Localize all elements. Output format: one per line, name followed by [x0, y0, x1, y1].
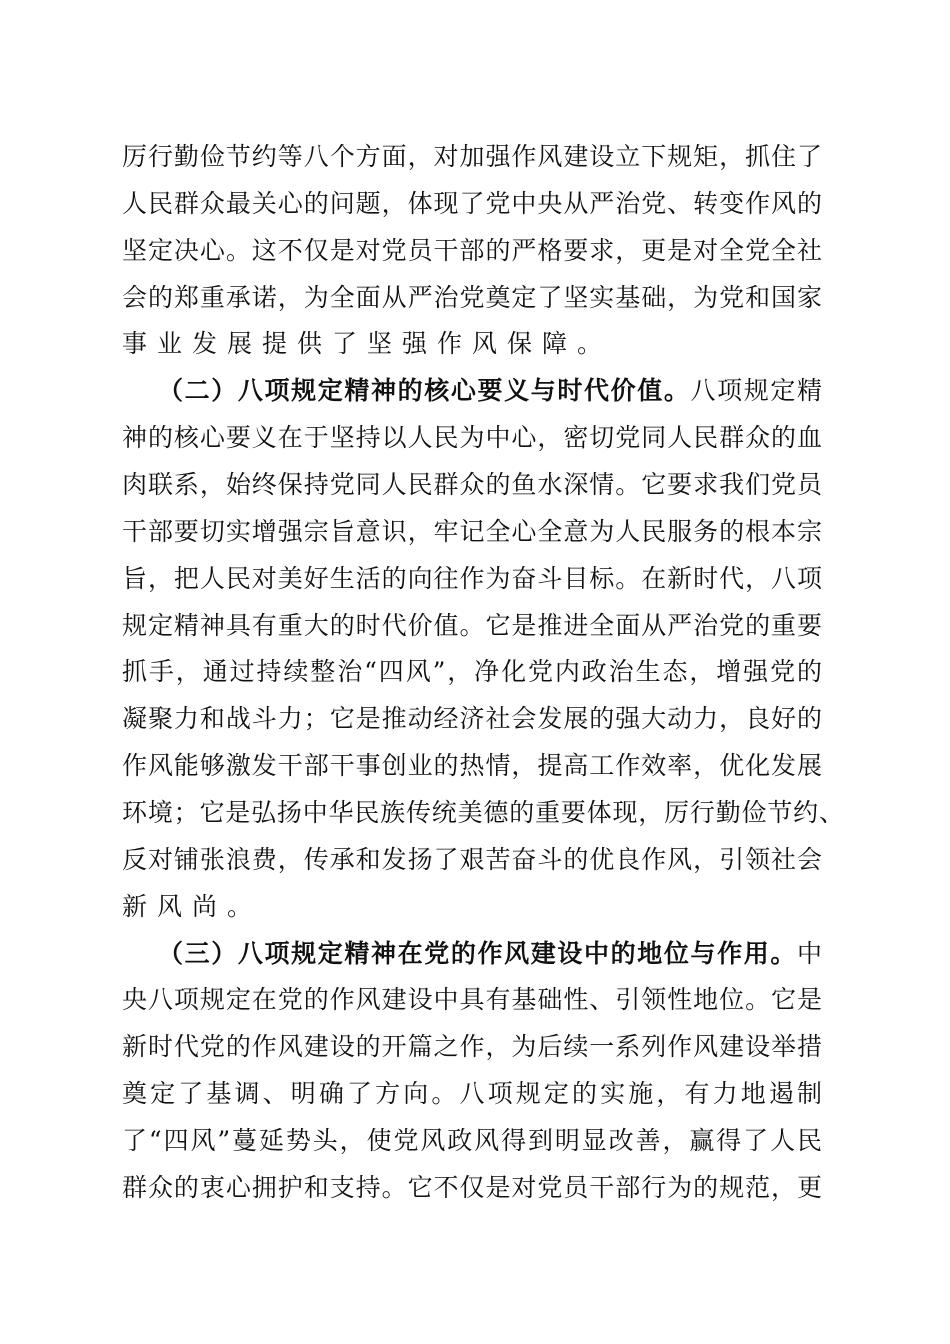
section-heading: （三）八项规定精神在党的作风建设中的地位与作用。: [158, 938, 797, 968]
text-line: 肉联系，始终保持党同人民群众的鱼水深情。它要求我们党员: [122, 470, 822, 500]
text-line: 干部要切实增强宗旨意识，牢记全心全意为人民服务的根本宗: [122, 516, 822, 546]
text-line: 神的核心要义在于坚持以人民为中心，密切党同人民群众的血: [122, 423, 822, 453]
text-line: 群众的衷心拥护和支持。它不仅是对党员干部行为的规范，更: [122, 1172, 822, 1202]
text-line: 了“四风”蔓延势头，使党风政风得到明显改善，赢得了人民: [122, 1126, 822, 1156]
text-line: [122, 931, 822, 978]
text-line: 央八项规定在党的作风建设中具有基础性、引领性地位。它是: [122, 985, 822, 1015]
text-line: 坚定决心。这不仅是对党员干部的严格要求，更是对全党全社: [122, 235, 822, 265]
text-line: 环境；它是弘扬中华民族传统美德的重要体现，厉行勤俭节约、: [122, 798, 844, 828]
text-line: 厉行勤俭节约等八个方面，对加强作风建设立下规矩，抓住了: [122, 142, 822, 171]
text-line: 事业发展提供了坚强作风保障。: [122, 329, 613, 359]
text-line: 抓手，通过持续整治“四风”，净化党内政治生态，增强党的: [122, 657, 822, 687]
paragraph-1: [122, 134, 822, 368]
text-span: 八项规定精: [690, 376, 822, 406]
text-line: 会的郑重承诺，为全面从严治党奠定了坚实基础，为党和国家: [122, 282, 822, 312]
text-line: 旨，把人民对美好生活的向往作为奋斗目标。在新时代，八项: [122, 563, 822, 593]
text-line: 作风能够激发干部干事创业的热情，提高工作效率，优化发展: [122, 751, 822, 781]
text-line: 新风尚。: [122, 891, 263, 921]
text-line: 反对铺张浪费，传承和发扬了艰苦奋斗的优良作风，引领社会: [122, 844, 822, 874]
text-line: [122, 368, 822, 415]
text-line: 规定精神具有重大的时代价值。它是推进全面从严治党的重要: [122, 610, 822, 640]
paragraph-2: [122, 368, 844, 930]
text-line: 凝聚力和战斗力；它是推动经济社会发展的强大动力，良好的: [122, 704, 822, 734]
paragraph-3: [122, 931, 822, 1212]
document-page: [122, 134, 844, 1212]
text-span: 中: [796, 938, 822, 968]
text-line: 奠定了基调、明确了方向。八项规定的实施，有力地遏制: [122, 1079, 822, 1109]
text-line: 人民群众最关心的问题，体现了党中央从严治党、转变作风的: [122, 188, 822, 218]
text-line: 新时代党的作风建设的开篇之作，为后续一系列作风建设举措: [122, 1032, 822, 1062]
section-heading: （二）八项规定精神的核心要义与时代价值。: [158, 376, 691, 406]
